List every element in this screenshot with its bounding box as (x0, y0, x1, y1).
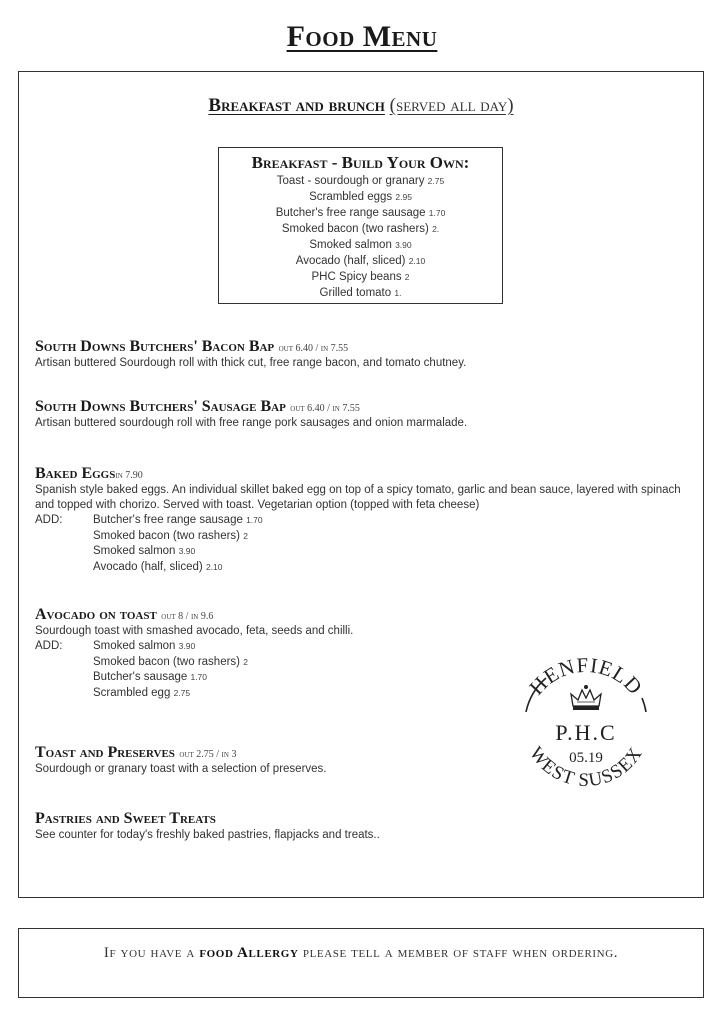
byo-item: Grilled tomato 1. (319, 287, 402, 299)
add-on-row: Smoked salmon 3.90 (93, 545, 196, 557)
add-on-row: Smoked bacon (two rashers) 2 (93, 529, 248, 542)
menu-item-pastries: Pastries and Sweet Treats See counter for today's freshly baked pastries, flapjacks and treats.. (35, 810, 380, 841)
allergy-notice: If you have a food Allergy please tell a member of staff when ordering. (103, 945, 619, 961)
menu-item-bacon-bap: South Downs Butchers' Bacon Bap out 6.40 / in 7.55 Artisan buttered Sourdough roll with thick cut, free range bacon, and tomato chutney. (35, 338, 467, 369)
add-on-row: Butcher's sausage 1.70 (93, 671, 208, 683)
stamp-date: 05.19 (569, 750, 603, 766)
section-heading (19, 95, 703, 117)
stamp-bottom-text: WEST SUSSEX (524, 743, 647, 792)
byo-item: Scrambled eggs 2.95 (309, 191, 412, 203)
menu-item-avocado-toast: Avocado on toast out 8 / in 9.6 Sourdough toast with smashed avocado, feta, seeds and chilli. ADD: Smoked salmon 3.90 Smoked bacon (two rashers) 2 Butcher's sausage 1.70 Scrambled egg 2.75 (35, 605, 685, 701)
page-title: Food Menu (286, 20, 438, 53)
byo-item: PHC Spicy beans 2 (311, 271, 410, 283)
build-your-own-title: Breakfast - Build Your Own: (251, 153, 470, 172)
build-your-own-box (218, 147, 503, 304)
add-on-row: Scrambled egg 2.75 (93, 686, 191, 699)
section-heading-label: Breakfast and brunch (208, 95, 385, 116)
byo-item: Avocado (half, sliced) 2.10 (295, 255, 426, 267)
crown-icon (571, 685, 601, 710)
menu-item-toast-preserves: Toast and Preserves out 2.75 / in 3 Sourdough or granary toast with a selection of preserves. (35, 744, 327, 775)
byo-item: Smoked bacon (two rashers) 2. (281, 223, 440, 235)
menu-item-baked-eggs: Baked Eggsin 7.90 Spanish style baked eggs. An individual skillet baked egg on top of a spicy tomato, garlic and bean sauce, layered with spinach and topped with chorizo. Served with toast. Vegetarian option (topped with feta cheese) ADD: Butcher's free range sausage 1.70 Smoked bacon (two rashers) 2 Smoked salmon 3.90 Avocado (half, sliced) 2.10 (35, 464, 685, 575)
menu-item-sausage-bap: South Downs Butchers' Sausage Bap out 6.40 / in 7.55 Artisan buttered sourdough roll with free range pork sausages and onion marmalade. (35, 398, 468, 429)
allergy-notice-box (18, 928, 704, 998)
byo-item: Toast - sourdough or granary 2.75 (276, 175, 445, 187)
byo-item: Smoked salmon 3.90 (309, 239, 412, 251)
add-on-row: ADD: Smoked salmon 3.90 (35, 640, 196, 652)
henfield-phc-stamp (506, 650, 666, 810)
add-on-row: Smoked bacon (two rashers) 2 (93, 655, 248, 668)
add-on-row: ADD: Butcher's free range sausage 1.70 (35, 514, 263, 526)
byo-item: Butcher's free range sausage 1.70 (275, 207, 446, 219)
stamp-center-text: P.H.C (555, 720, 617, 745)
svg-text:HENFIELD (524, 653, 647, 700)
section-heading-note: (served all day) (389, 95, 514, 116)
stamp-top-text: HENFIELD (524, 652, 648, 700)
add-on-row: Avocado (half, sliced) 2.10 (93, 560, 223, 573)
